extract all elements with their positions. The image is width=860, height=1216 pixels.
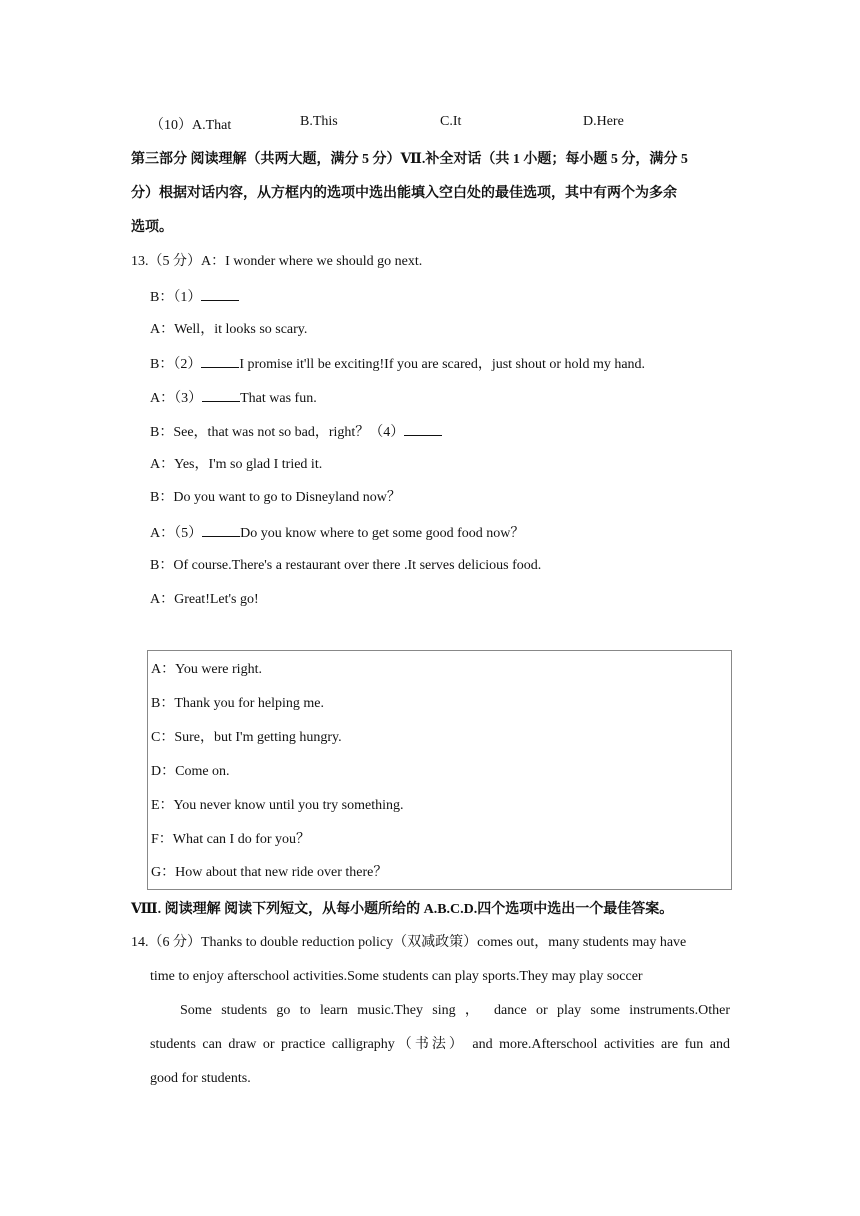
dialogue-line-3-prefix: B：（2） bbox=[150, 357, 202, 372]
option-g: G：How about that new ride over there？ bbox=[151, 865, 388, 880]
q14-line-3: Some students go to learn music.They sing ， dance or play some instruments.Other bbox=[180, 1003, 730, 1018]
part3-heading-line1: 第三部分 阅读理解（共两大题，满分 5 分）Ⅶ.补全对话（共 1 小题；每小题 5 分，满分 5 bbox=[131, 152, 688, 167]
blank-4[interactable] bbox=[404, 421, 442, 436]
part3-heading-line2: 分）根据对话内容，从方框内的选项中选出能填入空白处的最佳选项，其中有两个为多余 bbox=[131, 186, 677, 201]
option-b: B：Thank you for helping me. bbox=[151, 696, 325, 711]
dialogue-line-3-suffix: I promise it'll be exciting!If you are scared，just shout or hold my hand. bbox=[239, 357, 646, 372]
dialogue-line-5-text: B：See，that was not so bad，right？（4） bbox=[150, 425, 405, 440]
part3-heading-line3: 选项。 bbox=[131, 220, 173, 235]
q10-option-d: D.Here bbox=[583, 114, 624, 129]
q14-line-5: good for students. bbox=[150, 1071, 251, 1086]
dialogue-line-6: A：Yes，I'm so glad I tried it. bbox=[150, 457, 323, 472]
q10-option-b: B.This bbox=[300, 114, 338, 129]
dialogue-line-10: A：Great!Let's go! bbox=[150, 592, 259, 607]
q14-line-2: time to enjoy afterschool activities.Some students can play sports.They may play soccer bbox=[150, 969, 643, 984]
q10-option-c: C.It bbox=[440, 114, 462, 129]
option-a: A：You were right. bbox=[151, 662, 262, 677]
dialogue-line-7: B：Do you want to go to Disneyland now？ bbox=[150, 490, 401, 505]
blank-2[interactable] bbox=[201, 353, 239, 368]
q14-line-4: students can draw or practice calligraphy（书法） and more.Afterschool activities are fun and bbox=[150, 1037, 730, 1052]
blank-1[interactable] bbox=[201, 286, 239, 301]
dialogue-line-3 bbox=[150, 353, 645, 375]
dialogue-line-4 bbox=[150, 387, 317, 409]
option-f: F：What can I do for you？ bbox=[151, 832, 311, 847]
dialogue-line-8 bbox=[150, 522, 524, 544]
q14-line-1: 14.（6 分）Thanks to double reduction policy（双减政策）comes out，many students may have bbox=[131, 935, 687, 950]
dialogue-line-4-prefix: A：（3） bbox=[150, 391, 203, 406]
part8-heading: Ⅷ. 阅读理解 阅读下列短文，从每小题所给的 A.B.C.D.四个选项中选出一个最佳答案。 bbox=[131, 902, 674, 917]
dialogue-line-1-text: B：（1） bbox=[150, 290, 202, 305]
dialogue-line-5 bbox=[150, 421, 442, 443]
option-d: D：Come on. bbox=[151, 764, 230, 779]
dialogue-line-8-prefix: A：（5） bbox=[150, 526, 203, 541]
dialogue-line-4-suffix: That was fun. bbox=[240, 391, 317, 406]
option-e: E：You never know until you try something. bbox=[151, 798, 404, 813]
options-box bbox=[147, 650, 732, 890]
dialogue-line-8-suffix: Do you know where to get some good food now？ bbox=[240, 526, 525, 541]
q13-header: 13.（5 分）A：I wonder where we should go next. bbox=[131, 254, 423, 269]
q10-option-a: （10）A.That bbox=[150, 118, 232, 133]
dialogue-line-9: B：Of course.There's a restaurant over there .It serves delicious food. bbox=[150, 558, 542, 573]
blank-3[interactable] bbox=[202, 387, 240, 402]
blank-5[interactable] bbox=[202, 522, 240, 537]
dialogue-line-2: A：Well，it looks so scary. bbox=[150, 322, 308, 337]
option-c: C：Sure，but I'm getting hungry. bbox=[151, 730, 342, 745]
dialogue-line-1 bbox=[150, 286, 239, 308]
